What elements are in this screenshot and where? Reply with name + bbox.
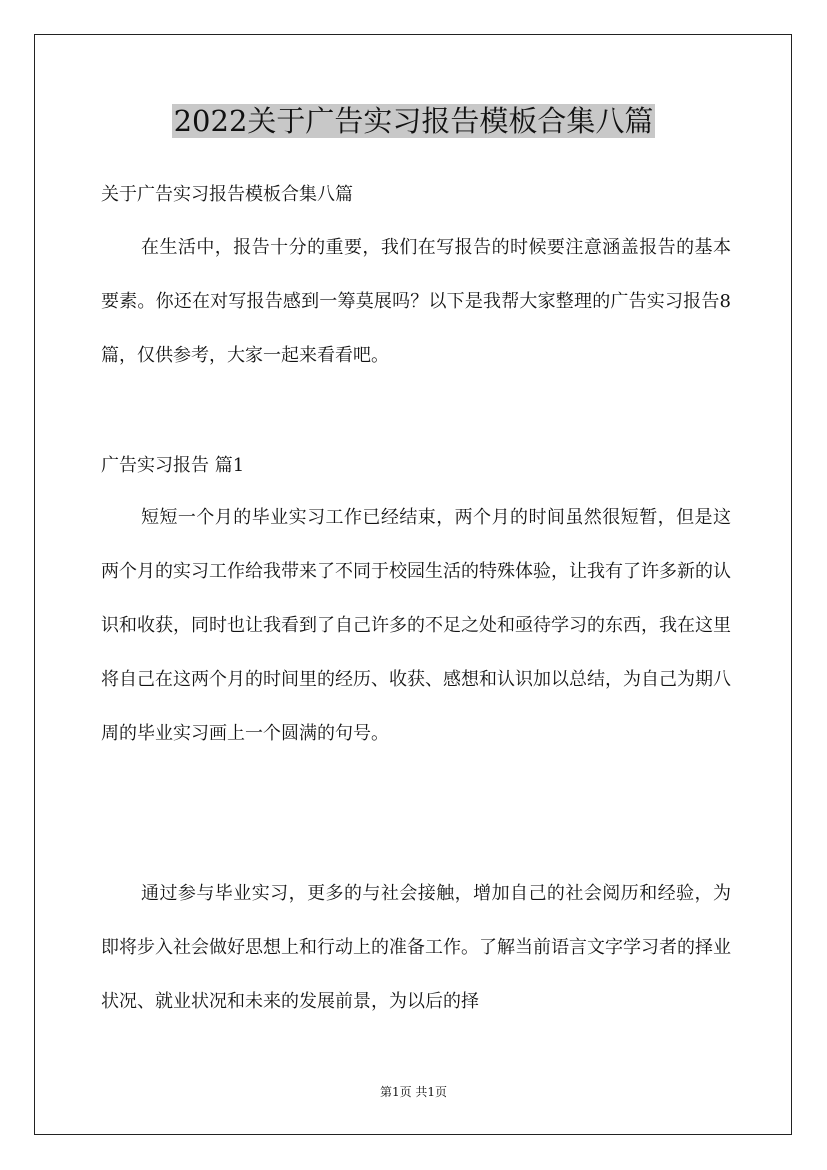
document-subtitle: 关于广告实习报告模板合集八篇 (101, 184, 353, 205)
intro-paragraph: 在生活中，报告十分的重要，我们在写报告的时候要注意涵盖报告的基本要素。你还在对写报告感到一筹莫展吗？以下是我帮大家整理的广告实习报告8篇，仅供参考，大家一起来看看吧。 (101, 237, 731, 366)
body-paragraph-2: 通过参与毕业实习，更多的与社会接触，增加自己的社会阅历和经验，为即将步入社会做好思想上和行动上的准备工作。了解当前语言文字学习者的择业状况、就业状况和未来的发展前景，为以后的择 (101, 883, 731, 1012)
document-title-text: 2022关于广告实习报告模板合集八篇 (173, 104, 654, 138)
document-title (0, 100, 827, 142)
page-footer: 第1页 共1页 (379, 1085, 448, 1099)
body-paragraph-1: 短短一个月的毕业实习工作已经结束，两个月的时间虽然很短暂，但是这两个月的实习工作给我带来了不同于校园生活的特殊体验，让我有了许多新的认识和收获，同时也让我看到了自己许多的不足之处和亟待学习的东西，我在这里将自己在这两个月的时间里的经历、收获、感想和认识加以总结，为自己为期八周的毕业实习画上一个圆满的句号。 (101, 507, 731, 744)
section-heading: 广告实习报告 篇1 (101, 455, 245, 476)
